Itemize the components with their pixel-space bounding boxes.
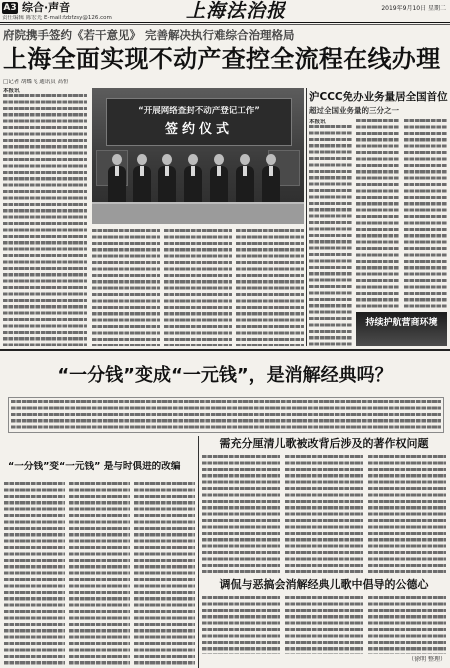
side-headline: 沪CCC免办业务量居全国首位: [309, 91, 448, 103]
section-code-logo: A3: [3, 3, 17, 13]
article-body-column: [69, 482, 130, 666]
body-text-lines: [134, 482, 195, 666]
article-headline: 调侃与恶搞会消解经典儿歌中倡导的公德心: [219, 578, 429, 591]
side-body-column: [356, 119, 399, 308]
side-body-column: [309, 119, 352, 346]
body-text-lines: [236, 229, 304, 346]
body-text-lines: [404, 119, 447, 308]
column-divider: [306, 88, 307, 346]
article-body-column: [134, 482, 195, 666]
article-body-column: [368, 455, 446, 573]
person-figure: [184, 154, 202, 206]
person-figure: [108, 154, 126, 206]
signing-ceremony-photo: [92, 88, 304, 224]
issue-date: 2019年9月10日 星期二: [381, 5, 446, 12]
article-body-column: [4, 482, 65, 666]
body-text-lines: [3, 94, 87, 346]
compiler-credit: （徐明 整理）: [408, 656, 446, 663]
article-body-column: [202, 455, 280, 573]
opinion-intro-box: [8, 397, 444, 433]
person-figure: [133, 154, 151, 206]
body-text-lines: [202, 596, 280, 654]
lead-body-start: 本报讯: [3, 88, 20, 94]
ceremony-banner: [106, 98, 292, 146]
lead-body-column: [236, 229, 304, 346]
body-text-lines: [202, 455, 280, 573]
section-rule: [0, 349, 450, 351]
lead-body-column: [92, 229, 160, 346]
body-text-lines: [368, 596, 446, 654]
editor-line: 责任编辑 陈宏光 E-mail:fzbfzsy@126.com: [2, 15, 112, 21]
side-subheadline: 超过全国业务量的三分之一: [309, 106, 399, 115]
lead-body-column: [3, 88, 87, 346]
body-text-lines: [92, 229, 160, 346]
body-text-lines: [285, 596, 363, 654]
person-figure: [262, 154, 280, 206]
banner-line-1: “开展网络查封不动产登记工作”: [138, 106, 260, 116]
article-body-column: [368, 596, 446, 654]
section-name: 综合·声音: [22, 1, 71, 14]
side-body-start: 本报讯: [309, 119, 326, 125]
article-body-column: [285, 596, 363, 654]
column-divider: [198, 436, 199, 668]
lead-body-column: [164, 229, 232, 346]
body-text-lines: [285, 455, 363, 573]
body-text-lines: [4, 482, 65, 666]
banner-line-2: 签约仪式: [164, 122, 233, 137]
lead-kicker: 府院携手签约《若干意见》 完善解决执行难综合治理格局: [3, 29, 295, 42]
side-body-column: [404, 119, 447, 308]
header-rule: [0, 22, 450, 23]
masthead: 上海法治报: [186, 0, 286, 22]
side-photo-strip: [356, 312, 447, 346]
body-text-lines: [69, 482, 130, 666]
body-text-lines: [356, 119, 399, 308]
person-figure: [236, 154, 254, 206]
lead-headline: 上海全面实现不动产查控全流程在线办理: [3, 45, 441, 73]
body-text-lines: [309, 125, 352, 346]
header-rule-thin: [0, 24, 450, 25]
body-text-lines: [164, 229, 232, 346]
lead-byline: □记者 胡蝶飞 通讯员 高恒: [3, 79, 69, 85]
article-body-column: [202, 596, 280, 654]
signing-table: [92, 202, 304, 224]
article-headline: 需充分厘清儿歌被改背后涉及的著作权问题: [219, 437, 429, 450]
article-body-column: [285, 455, 363, 573]
opinion-headline: “一分钱”变成“一元钱”，是消解经典吗？: [57, 365, 393, 386]
person-figure: [158, 154, 176, 206]
side-photo-label: 持续护航营商环境: [365, 318, 438, 328]
body-text-lines: [11, 400, 441, 430]
body-text-lines: [368, 455, 446, 573]
article-headline: “一分钱”变“一元钱” 是与时俱进的改编: [8, 461, 181, 472]
person-figure: [210, 154, 228, 206]
